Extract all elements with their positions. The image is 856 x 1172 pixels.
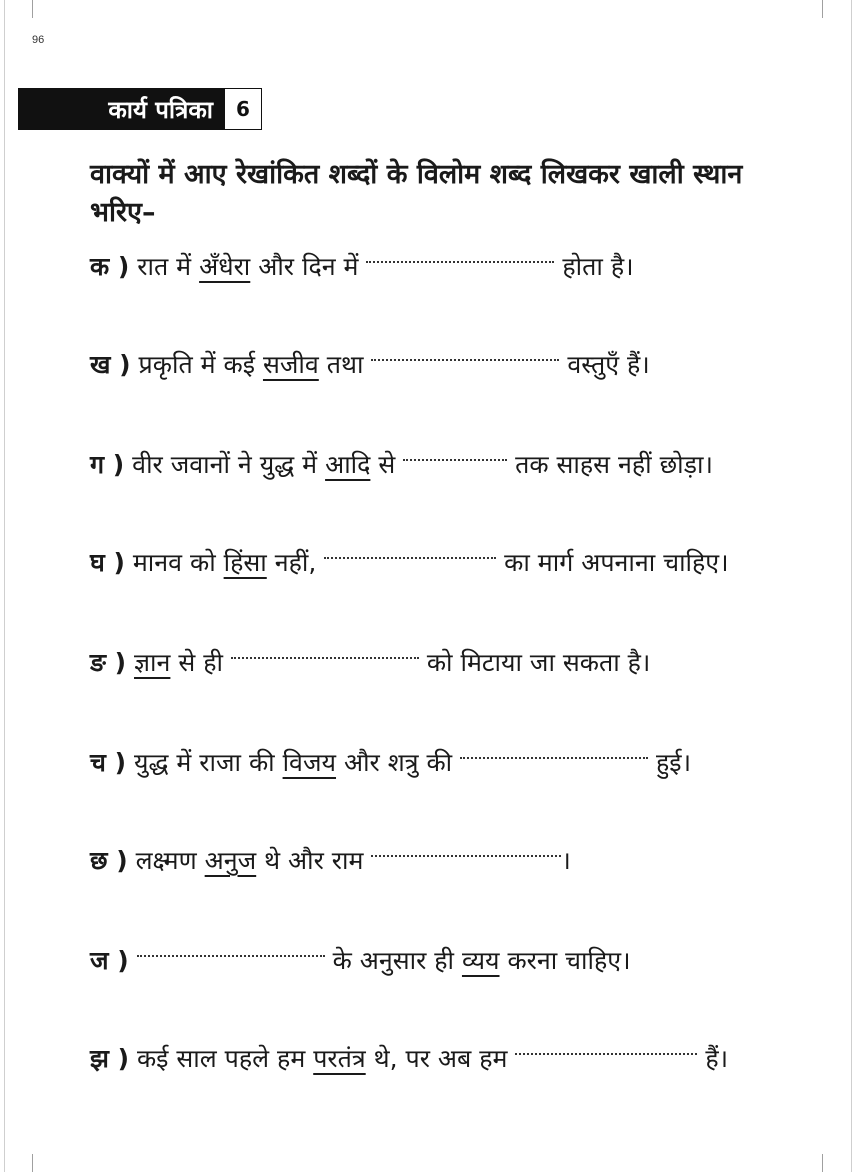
- underlined-word: सजीव: [262, 350, 319, 379]
- worksheet-number: 6: [236, 97, 250, 121]
- question-row: ज ) के अनुसार ही व्यय करना चाहिए।: [90, 946, 631, 975]
- question-row: ग ) वीर जवानों ने युद्ध में आदि से तक साहस नहीं छोड़ा।: [90, 450, 713, 479]
- question-label: ख ): [90, 350, 131, 379]
- question-label: ज ): [90, 946, 129, 975]
- underlined-word: अँधेरा: [199, 252, 251, 281]
- underlined-word: आदि: [325, 450, 371, 479]
- blank-field[interactable]: [460, 749, 648, 759]
- crop-mark: [822, 0, 823, 18]
- question-label: क ): [90, 252, 130, 281]
- page-border-left: [4, 0, 5, 1172]
- question-label: झ ): [90, 1044, 130, 1073]
- question-row: घ ) मानव को हिंसा नहीं, का मार्ग अपनाना चाहिए।: [90, 548, 729, 577]
- crop-mark: [822, 1154, 823, 1172]
- question-row: छ ) लक्ष्मण अनुज थे और राम ।: [90, 846, 571, 875]
- blank-field[interactable]: [231, 649, 419, 659]
- instruction-text: वाक्यों में आए रेखांकित शब्दों के विलोम शब्द लिखकर खाली स्थान भरिए–: [90, 159, 743, 228]
- question-label: च ): [90, 748, 127, 777]
- blank-field[interactable]: [324, 549, 496, 559]
- page-border-right: [851, 0, 852, 1172]
- blank-field[interactable]: [366, 253, 554, 263]
- question-label: घ ): [90, 548, 125, 577]
- worksheet-header: [18, 88, 262, 130]
- underlined-word: हिंसा: [223, 548, 267, 577]
- underlined-word: अनुज: [204, 846, 257, 875]
- crop-mark: [32, 1154, 33, 1172]
- question-label: छ ): [90, 846, 128, 875]
- question-row: क ) रात में अँधेरा और दिन में होता है।: [90, 252, 634, 281]
- blank-field[interactable]: [403, 451, 507, 461]
- page-number: 96: [32, 34, 45, 46]
- question-label: ग ): [90, 450, 125, 479]
- question-label: ङ ): [90, 648, 127, 677]
- crop-mark: [32, 0, 33, 18]
- underlined-word: विजय: [282, 748, 337, 777]
- underlined-word: परतंत्र: [313, 1044, 366, 1073]
- question-row: ख ) प्रकृति में कई सजीव तथा वस्तुएँ हैं।: [90, 350, 650, 379]
- blank-field[interactable]: [515, 1045, 697, 1055]
- blank-field[interactable]: [137, 947, 325, 957]
- question-row: झ ) कई साल पहले हम परतंत्र थे, पर अब हम हैं।: [90, 1044, 729, 1073]
- underlined-word: ज्ञान: [134, 648, 171, 677]
- question-row: ङ ) ज्ञान से ही को मिटाया जा सकता है।: [90, 648, 651, 677]
- question-row: च ) युद्ध में राजा की विजय और शत्रु की हुई।: [90, 748, 692, 777]
- blank-field[interactable]: [371, 847, 561, 857]
- blank-field[interactable]: [371, 351, 559, 361]
- worksheet-title: कार्य पत्रिका: [19, 89, 225, 129]
- underlined-word: व्यय: [461, 946, 500, 975]
